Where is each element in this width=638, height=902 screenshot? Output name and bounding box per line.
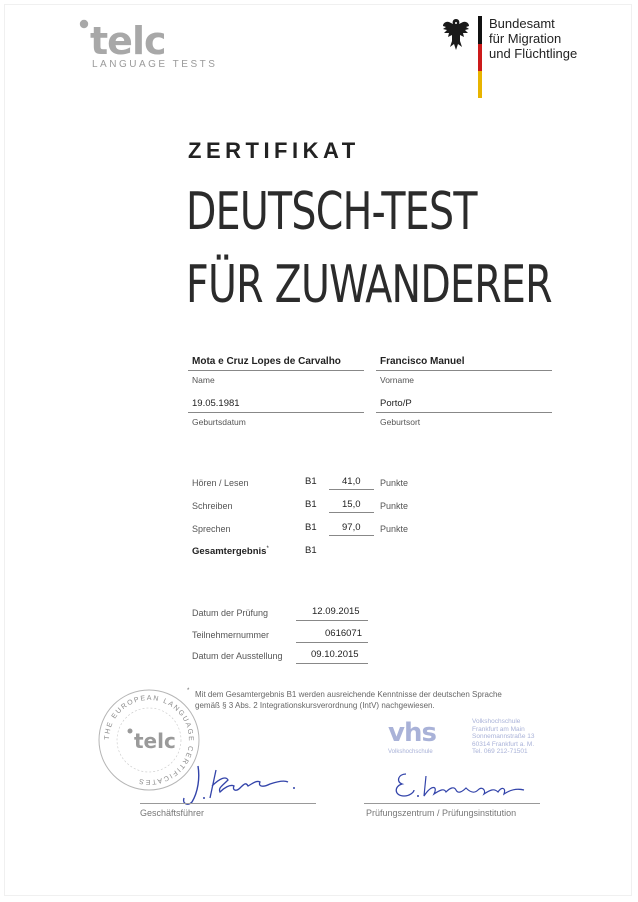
vhs-logo: vhs bbox=[388, 718, 436, 748]
total-marker: * bbox=[266, 546, 269, 552]
vhs-address-line-5: Tel. 069 212-71501 bbox=[472, 748, 528, 756]
skill-level: B1 bbox=[305, 499, 317, 510]
skill-level: B1 bbox=[305, 522, 317, 533]
scan-border bbox=[4, 4, 632, 896]
birthdate-label: Geburtsdatum bbox=[192, 417, 246, 427]
skill-level: B1 bbox=[305, 476, 317, 487]
vhs-address-line-1: Volkshochschule bbox=[472, 718, 521, 725]
surname-label: Name bbox=[192, 375, 215, 385]
skill-points: 97,0 bbox=[342, 522, 361, 533]
total-label-text: Gesamtergebnis bbox=[192, 546, 267, 558]
vhs-sub: Volkshochschule bbox=[388, 749, 433, 755]
footnote-line-1: Mit dem Gesamtergebnis B1 werden ausreichende Kenntnisse der deutschen Sprache bbox=[195, 690, 502, 699]
participant-value: 0616071 bbox=[325, 628, 362, 639]
left-signature-label: Geschäftsführer bbox=[140, 808, 205, 818]
skill-points: 41,0 bbox=[342, 476, 361, 487]
authority-line-2: für Migration bbox=[489, 31, 562, 46]
surname-value: Mota e Cruz Lopes de Carvalho bbox=[192, 356, 341, 367]
birthplace-value: Porto/P bbox=[380, 398, 412, 409]
seal-ring-text: THE EUROPEAN LANGUAGE CERTIFICATES bbox=[103, 694, 195, 786]
skill-points: 15,0 bbox=[342, 499, 361, 510]
firstname-value: Francisco Manuel bbox=[380, 356, 465, 367]
skill-label: Sprechen bbox=[192, 524, 231, 534]
telc-tagline: LANGUAGE TESTS bbox=[92, 59, 218, 70]
authority-line-3: und Flüchtlinge bbox=[489, 46, 578, 61]
authority-line-1: Bundesamt bbox=[489, 16, 555, 31]
vhs-address-line-3: Sonnemannstraße 13 bbox=[472, 733, 535, 741]
birthdate-value: 19.05.1981 bbox=[192, 398, 240, 409]
vhs-address-line-4: 60314 Frankfurt a. M. bbox=[472, 740, 535, 748]
issue-date-label: Datum der Ausstellung bbox=[192, 651, 283, 661]
points-unit: Punkte bbox=[380, 524, 409, 534]
seal-center-text: telc bbox=[134, 729, 176, 753]
total-level: B1 bbox=[305, 545, 317, 556]
firstname-label: Vorname bbox=[380, 375, 415, 385]
exam-date-label: Datum der Prüfung bbox=[192, 608, 269, 618]
issue-date-value: 09.10.2015 bbox=[311, 649, 359, 660]
certificate-label: ZERTIFIKAT bbox=[188, 138, 360, 163]
right-signature-label: Prüfungszentrum / Prüfungsinstitution bbox=[366, 808, 517, 818]
points-unit: Punkte bbox=[380, 478, 409, 488]
vhs-address-line-2: Frankfurt am Main bbox=[472, 725, 525, 733]
skill-label: Schreiben bbox=[192, 501, 233, 511]
skill-label: Hören / Lesen bbox=[192, 478, 249, 488]
participant-label: Teilnehmernummer bbox=[192, 630, 270, 640]
certificate-title-line-2: FÜR ZUWANDERER bbox=[186, 255, 552, 315]
birthplace-label: Geburtsort bbox=[380, 417, 421, 427]
footnote-line-2: gemäß § 3 Abs. 2 Integrationskursverordnung (IntV) nachgewiesen. bbox=[195, 701, 435, 710]
exam-date-value: 12.09.2015 bbox=[312, 606, 360, 617]
footnote-marker: * bbox=[187, 688, 190, 694]
points-unit: Punkte bbox=[380, 501, 409, 511]
svg-text:telc: telc bbox=[90, 19, 166, 63]
certificate-title-line-1: DEUTSCH-TEST bbox=[186, 182, 477, 242]
